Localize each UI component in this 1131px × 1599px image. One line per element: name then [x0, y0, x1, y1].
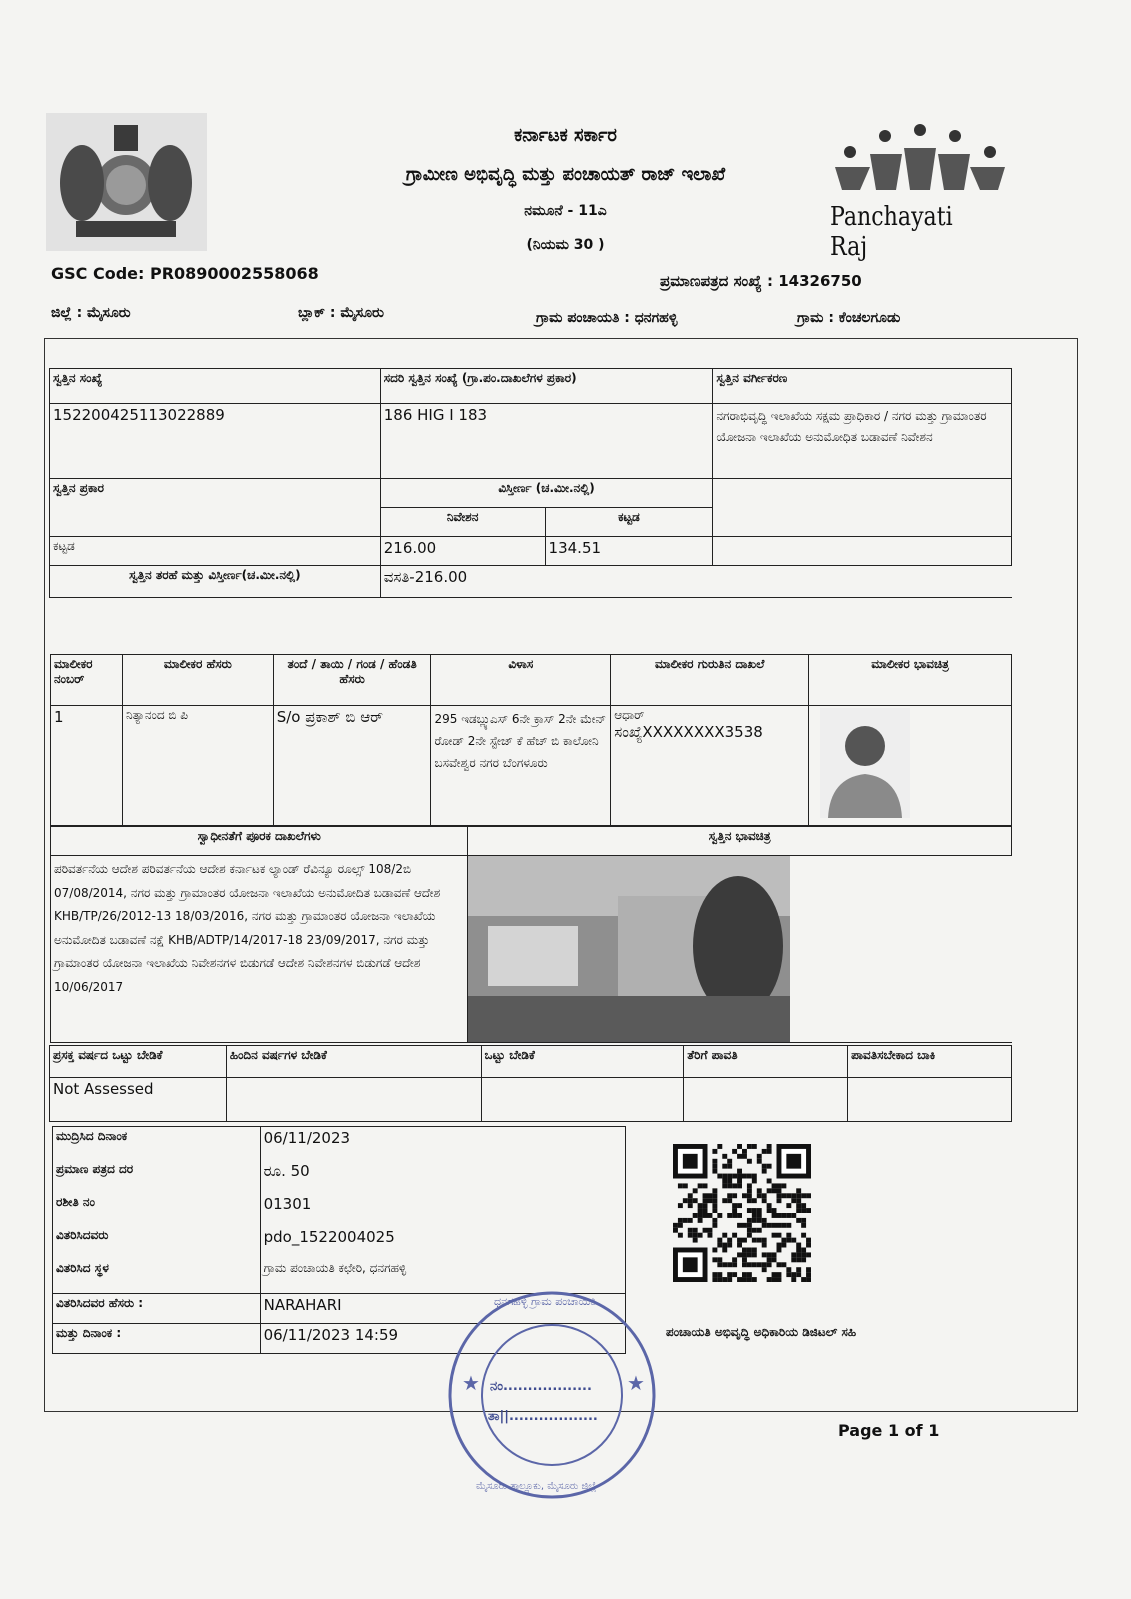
blank-cell — [684, 1078, 848, 1122]
header-building: ಕಟ್ಟಡ — [545, 508, 713, 537]
owner-id-cell — [611, 706, 809, 826]
department-title: ಗ್ರಾಮೀಣ ಅಭಿವೃದ್ಧಿ ಮತ್ತು ಪಂಚಾಯತ್ ರಾಜ್ ಇಲಾಖೆ — [405, 164, 726, 185]
property-no: 152200425113022889 — [50, 404, 381, 479]
header-current-demand: ಪ್ರಸಕ್ತ ವರ್ಷದ ಒಟ್ಟು ಬೇಡಿಕೆ — [50, 1046, 227, 1078]
header-fee: ಪ್ರಮಾಣ ಪತ್ರದ ದರ — [53, 1160, 261, 1193]
header-datetime: ಮತ್ತು ದಿನಾಂಕ : — [53, 1324, 261, 1354]
certificate-number: ಪ್ರಮಾಣಪತ್ರದ ಸಂಖ್ಯೆ : 14326750 — [660, 272, 862, 290]
nature-area: ವಸತಿ-216.00 — [380, 566, 1011, 598]
classification: ನಗರಾಭಿವೃದ್ಧಿ ಇಲಾಖೆಯ ಸಕ್ಷಮ ಪ್ರಾಧಿಕಾರ / ನಗರ ಮತ್ತು ಗ್ರಾಮಾಂತರ ಯೋಜನಾ ಇಲಾಖೆಯ ಅನುಮೋಧಿತ ಬಡಾವಣೆ ನಿವೇಶನ — [713, 404, 1012, 479]
stamp-ring-bottom: ಮೈಸೂರು ತಾಲ್ಲೂಕು, ಮೈಸೂರು ಜಿಲ್ಲೆ — [476, 1481, 597, 1492]
owner-relation: S/o ಪ್ರಕಾಶ್ ಬಿ ಆರ್ — [273, 706, 431, 826]
property-table — [49, 368, 1012, 598]
gsc-code: GSC Code: PR0890002558068 — [51, 264, 319, 283]
village: ಗ್ರಾಮ : ಕೆಂಚಲಗೂಡು — [797, 310, 901, 326]
tax-table — [49, 1045, 1012, 1122]
svg-text:★: ★ — [462, 1371, 480, 1395]
old-property-no: 186 HIG I 183 — [380, 404, 713, 479]
header-property-photo: ಸ್ವತ್ತಿನ ಭಾವಚಿತ್ರ — [468, 827, 1012, 856]
blank-cell — [713, 479, 1012, 537]
blank-cell — [713, 537, 1012, 566]
owner-address: 295 ಇಡಬ್ಲ್ಯುಎಸ್ 6ನೇ ಕ್ರಾಸ್ 2ನೇ ಮೇನ್ ರೋಡ್ 2ನೇ ಸ್ಟೇಜ್ ಕೆ ಹೆಚ್ ಬಿ ಕಾಲೋನಿ ಬಸವೇಶ್ವರ ನಗರ ಬೆಂಗಳೂರು — [431, 706, 611, 826]
owner-name: ನಿತ್ಯಾನಂದ ಬಿ ಪಿ — [122, 706, 273, 826]
property-type: ಕಟ್ಟಡ — [50, 537, 381, 566]
header-issuer-name: ವಿತರಿಸಿದವರ ಹೆಸರು : — [53, 1294, 261, 1324]
blank-cell — [226, 1078, 481, 1122]
issue-place: ಗ್ರಾಮ ಪಂಚಾಯತಿ ಕಛೇರಿ, ಧನಗಹಳ್ಳಿ — [260, 1259, 625, 1294]
header-area: ವಿಸ್ತೀರ್ಣ (ಚ.ಮೀ.ನಲ್ಲಿ) — [380, 479, 713, 508]
header-relation: ತಂದೆ / ತಾಯಿ / ಗಂಡ / ಹೆಂಡತಿ ಹೆಸರು — [273, 655, 431, 706]
blank-cell — [848, 1078, 1012, 1122]
blank-cell — [481, 1078, 684, 1122]
block: ಬ್ಲಾಕ್ : ಮೈಸೂರು — [298, 305, 384, 321]
people-icon — [830, 122, 1010, 192]
id-label: ಆಧಾರ್ — [614, 708, 645, 722]
owner-photo-cell — [809, 706, 1012, 826]
current-demand: Not Assessed — [50, 1078, 227, 1122]
docs-table — [50, 826, 1012, 1043]
page-number: Page 1 of 1 — [838, 1421, 940, 1440]
id-value: ಸಂಖ್ಯೆXXXXXXXX3538 — [614, 723, 763, 741]
print-date: 06/11/2023 — [260, 1127, 625, 1160]
building-area: 134.51 — [545, 537, 713, 566]
header-site: ನಿವೇಶನ — [380, 508, 545, 537]
fee: ರೂ. 50 — [260, 1160, 625, 1193]
header-tax-paid: ತೆರಿಗೆ ಪಾವತಿ — [684, 1046, 848, 1078]
property-photo — [468, 856, 790, 1042]
logo-text: Panchayati Raj — [830, 202, 953, 262]
header-nature: ಸ್ವತ್ತಿನ ತರಹೆ ಮತ್ತು ವಿಸ್ತೀರ್ಣ(ಚ.ಮೀ.ನಲ್ಲಿ) — [50, 566, 381, 598]
header-previous-demand: ಹಿಂದಿನ ವರ್ಷಗಳ ಬೇಡಿಕೆ — [226, 1046, 481, 1078]
header-receipt: ರಶೀತಿ ನಂ — [53, 1193, 261, 1226]
qr-code-icon — [672, 1144, 812, 1282]
stamp-seal-icon — [442, 1285, 662, 1505]
stamp-ring-top: ಧನಗಹಳ್ಳಿ ಗ್ರಾಮ ಪಂಚಾಯಿತಿ — [494, 1295, 597, 1308]
header-issue-place: ವಿತರಿಸಿದ ಸ್ಥಳ — [53, 1259, 261, 1294]
header-owner-no: ಮಾಲೀಕರ ನಂಬರ್ — [51, 655, 123, 706]
digital-signature-caption: ಪಂಚಾಯತಿ ಅಭಿವೃದ್ಧಿ ಅಧಿಕಾರಿಯ ಡಿಜಿಟಲ್ ಸಹಿ — [666, 1325, 857, 1339]
rule-number: (ನಿಯಮ 30 ) — [526, 237, 605, 253]
stamp-no-line: ನಂ.................. — [490, 1379, 592, 1394]
header-type: ಸ್ವತ್ತಿನ ಪ್ರಕಾರ — [50, 479, 381, 537]
header-issued-by: ವಿತರಿಸಿದವರು — [53, 1226, 261, 1259]
docs-text: ಪರಿವರ್ತನೆಯ ಆದೇಶ ಪರಿವರ್ತನೆಯ ಆದೇಶ ಕರ್ನಾಟಕ ಲ್ಯಾಂಡ್ ರೆವಿನ್ಯೂ ರೂಲ್ಸ್ 108/2ಬಿ 07/08/2014, ನಗರ ಮತ್ತು ಗ್ರಾಮಾಂತರ ಯೋಜನಾ ಇಲಾಖೆಯ ಅನುಮೋದಿತ ಬಡಾವಣೆ ಆದೇಶ KHB/TP/26/2012-13 18/03/2016, ನಗರ ಮತ್ತು ಗ್ರಾಮಾಂತರ ಯೋಜನಾ ಇಲಾಖೆಯ ಅನುಮೋದಿತ ಬಡಾವಣೆ ನಕ್ಷೆ KHB/ADTP/14/2017-18 23/09/2017, ನಗರ ಮತ್ತು ಗ್ರಾಮಾಂತರ ಯೋಜನಾ ಇಲಾಖೆಯ ನಿವೇಶನಗಳ ಬಿಡುಗಡೆ ಆದೇಶ ನಿವೇಶನಗಳ ಬಿಡುಗಡೆ ಆದೇಶ 10/06/2017 — [51, 856, 468, 1043]
owner-no: 1 — [51, 706, 123, 826]
property-photo-cell — [468, 856, 1012, 1043]
issue-datetime: 06/11/2023 14:59 — [260, 1324, 625, 1354]
district: ಜಿಲ್ಲೆ : ಮೈಸೂರು — [51, 305, 131, 321]
header-owner-photo: ಮಾಲೀಕರ ಭಾವಚಿತ್ರ — [809, 655, 1012, 706]
panchayati-raj-logo — [830, 122, 1010, 262]
header-docs: ಸ್ವಾಧೀನತೆಗೆ ಪೂರಕ ದಾಖಲೆಗಳು — [51, 827, 468, 856]
header-balance: ಪಾವತಿಸಬೇಕಾದ ಬಾಕಿ — [848, 1046, 1012, 1078]
stamp-date-line: ತಾ||.................. — [488, 1409, 598, 1424]
owner-table — [50, 654, 1012, 826]
qr-code — [672, 1144, 812, 1282]
issuer-name: NARAHARI — [260, 1294, 625, 1324]
header-print-date: ಮುದ್ರಿಸಿದ ದಿನಾಂಕ — [53, 1127, 261, 1160]
header-address: ವಿಳಾಸ — [431, 655, 611, 706]
header-total-demand: ಒಟ್ಟು ಬೇಡಿಕೆ — [481, 1046, 684, 1078]
header-owner-name: ಮಾಲೀಕರ ಹೆಸರು — [122, 655, 273, 706]
issued-by: pdo_1522004025 — [260, 1226, 625, 1259]
owner-photo — [820, 708, 910, 818]
header-id-doc: ಮಾಲೀಕರ ಗುರುತಿನ ದಾಖಲೆ — [611, 655, 809, 706]
receipt-no: 01301 — [260, 1193, 625, 1226]
header-old-no: ಸದರಿ ಸ್ವತ್ತಿನ ಸಂಖ್ಯೆ (ಗ್ರಾ.ಪಂ.ದಾಖಲೆಗಳ ಪ್ರಕಾರ) — [380, 369, 713, 404]
header-classification: ಸ್ವತ್ತಿನ ವರ್ಗೀಕರಣ — [713, 369, 1012, 404]
gram-panchayat: ಗ್ರಾಮ ಪಂಚಾಯತಿ : ಧನಗಹಳ್ಳಿ — [536, 310, 678, 326]
svg-text:★: ★ — [627, 1371, 645, 1395]
site-area: 216.00 — [380, 537, 545, 566]
govt-title: ಕರ್ನಾಟಕ ಸರ್ಕಾರ — [514, 125, 617, 146]
form-number: ನಮೂನೆ - 11ಎ — [524, 203, 607, 219]
office-stamp — [442, 1285, 662, 1505]
header-property-no: ಸ್ವತ್ತಿನ ಸಂಖ್ಯೆ — [50, 369, 381, 404]
